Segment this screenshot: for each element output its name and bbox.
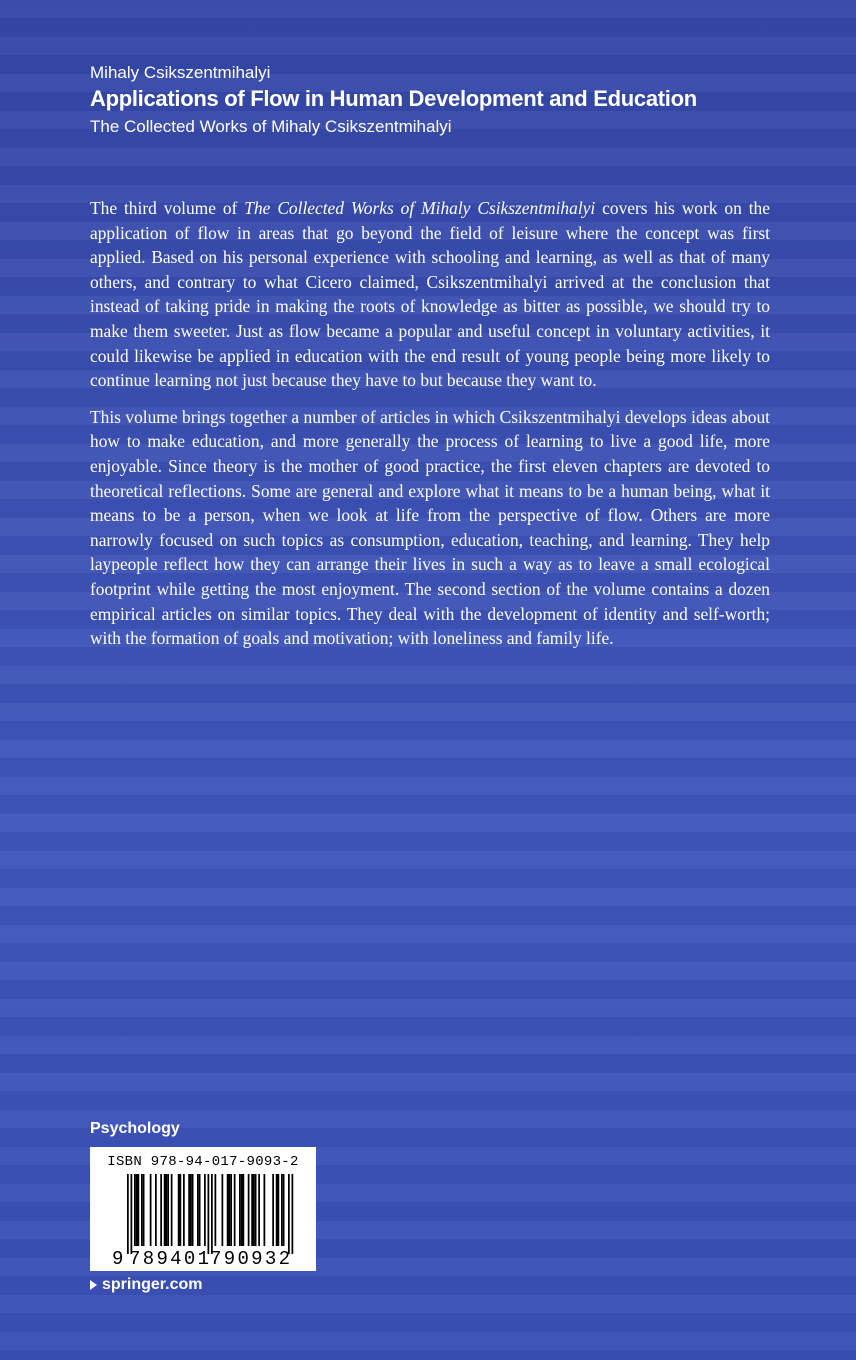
barcode-bar [258, 1174, 260, 1246]
category-label: Psychology [90, 1120, 180, 1137]
barcode-bar [180, 1174, 182, 1246]
blurb-paragraph-1 [90, 196, 770, 393]
barcode-bar [276, 1174, 278, 1246]
barcode-bar [234, 1174, 236, 1246]
blurb-p1-rest: covers his work on the application of flow in areas that go beyond the field of leisure where the concept was first applied. Based on his personal experience with schooling and learning, as well as that of many others, and contrary to what Cicero claimed, Csikszentmihalyi arrived at the conclusion that instead of taking pride in making the roots of knowledge as bitter as possible, we should try to make them sweeter. Just as flow became a popular and useful concept in voluntary activities, it could likewise be applied in education with the end result of young people being more likely to continue learning not just because they have to but because they want to. [90, 198, 770, 391]
author-name: Mihaly Csikszentmihalyi [90, 63, 271, 82]
barcode-guard-bar [131, 1174, 133, 1254]
blurb-paragraph-2: This volume brings together a number of articles in which Csikszentmihalyi develops ideas about how to make education, and more generally the process of learning to live a good life, more enjoyable. Since theory is the mother of good practice, the first eleven chapters are devoted to theoretical reflections. Some are general and explore what it means to be a human being, what it means to be a person, when we look at life from the perspective of flow. Others are more narrowly focused on such topics as consumption, education, teaching, and learning. They help laypeople reflect how they can arrange their lives in such a way as to leave a small ecological footprint while getting the most enjoyment. The second section of the volume contains a dozen empirical articles on similar topics. They deal with the development of identity and self-worth; with the formation of goals and motivation; with loneliness and family life. [90, 406, 770, 649]
barcode-bar [167, 1174, 169, 1246]
barcode-bar [171, 1174, 173, 1246]
barcode-bar [143, 1174, 145, 1246]
barcode-bar [239, 1174, 241, 1246]
barcode-bar [190, 1174, 192, 1246]
barcode-guard-bar [288, 1174, 290, 1254]
barcode-bar [204, 1174, 206, 1246]
barcode-guard-bar [211, 1174, 213, 1254]
barcode-bar [138, 1174, 140, 1246]
barcode-bar [136, 1174, 138, 1246]
barcode-bar [155, 1174, 157, 1246]
barcode-bar [241, 1174, 243, 1246]
barcode-bar [160, 1174, 162, 1246]
barcode-bar [281, 1174, 283, 1246]
barcode-bar [222, 1174, 224, 1246]
barcode-bar [164, 1174, 166, 1246]
barcode-box [90, 1147, 316, 1271]
barcode-bar [255, 1174, 257, 1246]
barcode-bar [230, 1174, 232, 1246]
barcode-bar [243, 1174, 245, 1246]
barcode-bar [215, 1174, 217, 1246]
barcode-bars [127, 1174, 293, 1254]
barcode-digits-left: 789401 [129, 1248, 209, 1268]
barcode-bar [166, 1174, 168, 1246]
blurb-p1-intro: The third volume of [90, 198, 245, 218]
header [90, 62, 790, 139]
barcode-bar [134, 1174, 136, 1246]
barcode-bar [229, 1174, 231, 1246]
barcode-bar [150, 1174, 152, 1246]
barcode-bar [278, 1174, 280, 1246]
barcode-bar [197, 1174, 199, 1246]
arrow-right-icon [90, 1280, 97, 1290]
barcode-bar [178, 1174, 180, 1246]
back-cover-blurb [90, 196, 770, 663]
barcode-bar [188, 1174, 190, 1246]
barcode-bar [141, 1174, 143, 1246]
barcode-digits-right: 790932 [210, 1248, 290, 1268]
series-subtitle: The Collected Works of Mihaly Csikszentmihalyi [90, 117, 452, 136]
barcode-bar [199, 1174, 201, 1246]
isbn-label: ISBN 978-94-017-9093-2 [107, 1154, 299, 1170]
barcode-guard-bar [292, 1174, 294, 1254]
barcode-bar [264, 1174, 266, 1246]
barcode-icon [112, 1174, 294, 1268]
barcode-guard-bar [208, 1174, 210, 1254]
barcode-bar [253, 1174, 255, 1246]
barcode-bar [183, 1174, 185, 1246]
barcode-guard-bar [127, 1174, 129, 1254]
barcode-bar [251, 1174, 253, 1246]
barcode-bar [227, 1174, 229, 1246]
publisher-site-text: springer.com [102, 1276, 203, 1293]
blurb-p1-italic-title: The Collected Works of Mihaly Csikszentmihalyi [244, 198, 596, 218]
book-title: Applications of Flow in Human Development and Education [90, 86, 697, 111]
publisher-link[interactable] [90, 1276, 202, 1294]
barcode-bar [272, 1174, 274, 1246]
barcode-bar [283, 1174, 285, 1246]
barcode-bar [248, 1174, 250, 1246]
barcode-digit-first: 9 [112, 1248, 124, 1268]
barcode-bar [192, 1174, 194, 1246]
